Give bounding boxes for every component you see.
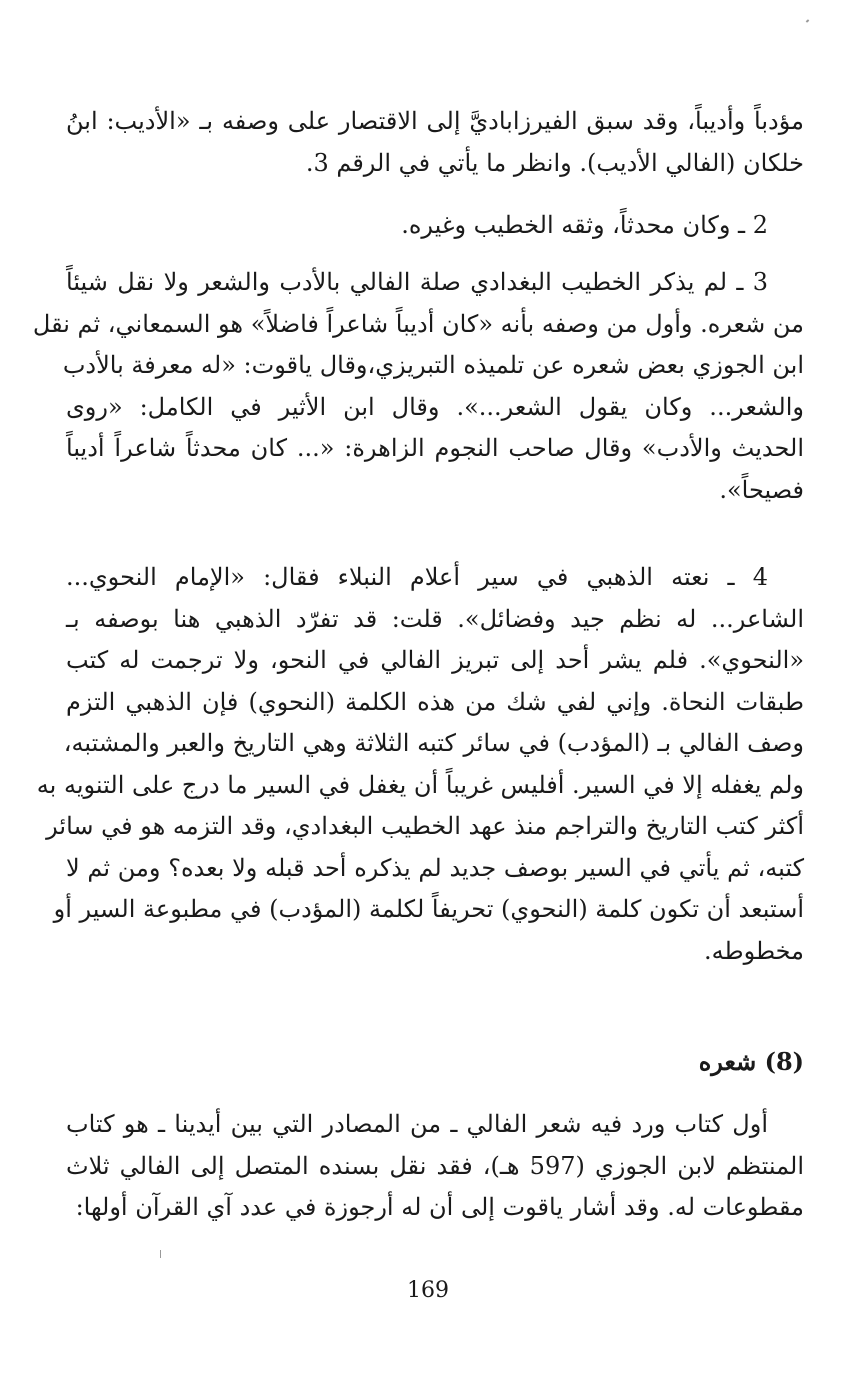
- text-line: وصف الفالي بـ (المؤدب) في سائر كتبه الثلاثة وهي التاريخ والعبر والمشتبه،: [63, 729, 804, 757]
- text-line: الشاعر... له نظم جيد وفضائل». قلت: قد تفرّد الذهبي هنا بوصفه بـ: [66, 604, 804, 633]
- paragraph-5: [66, 1104, 804, 1229]
- text-line: والشعر... وكان يقول الشعر...». وقال ابن الأثير في الكامل: «روى: [66, 392, 804, 421]
- text-line: «النحوي». فلم يشر أحد إلى تبريز الفالي في النحو، ولا ترجمت له كتب: [66, 646, 804, 674]
- paragraph-3: [32, 262, 804, 511]
- text-line: 3 ـ لم يذكر الخطيب البغدادي صلة الفالي بالأدب والشعر ولا نقل شيئاً: [66, 268, 768, 296]
- text-line: 4 ـ نعته الذهبي في سير أعلام النبلاء فقال: «الإمام النحوي...: [66, 563, 768, 591]
- text-line: ابن الجوزي بعض شعره عن تلميذه التبريزي،وقال ياقوت: «له معرفة بالأدب: [62, 351, 804, 379]
- scan-speck: [806, 19, 810, 22]
- text-line: المنتظم لابن الجوزي (597 هـ)، فقد نقل بسنده المتصل إلى الفالي ثلاث: [66, 1151, 805, 1180]
- text-line: 2 ـ وكان محدثاً، وثقه الخطيب وغيره.: [401, 211, 768, 239]
- text-line: فصيحاً».: [719, 475, 804, 504]
- text-line: مخطوطه.: [703, 936, 804, 965]
- section-heading: (8) شعره: [698, 1047, 804, 1076]
- text-line: طبقات النحاة. وإني لفي شك من هذه الكلمة (النحوي) فإن الذهبي التزم: [66, 687, 804, 716]
- text-line: ولم يغفله إلا في السير. أفليس غريباً أن يغفل في السير ما درج على التنويه به: [36, 770, 804, 799]
- page-number: 169: [407, 1278, 449, 1303]
- text-line: أكثر كتب التاريخ والتراجم منذ عهد الخطيب البغدادي، وقد التزمه هو في سائر: [46, 812, 804, 840]
- text-line: الحديث والأدب» وقال صاحب النجوم الزاهرة: «... كان محدثاً شاعراً أديباً: [66, 434, 804, 462]
- paragraph-2: [66, 205, 804, 247]
- paragraph-4: [36, 557, 804, 972]
- text-line: أول كتاب ورد فيه شعر الفالي ـ من المصادر التي بين أيدينا ـ هو كتاب: [66, 1110, 768, 1138]
- text-line: مؤدباً وأديباً، وقد سبق الفيرزاباديَّ إلى الاقتصار على وصفه بـ «الأديب: ابنُ: [66, 107, 804, 135]
- text-line: خلكان (الفالي الأديب). وانظر ما يأتي في الرقم 3.: [305, 148, 804, 177]
- text-line: مقطوعات له. وقد أشار ياقوت إلى أن له أرجوزة في عدد آي القرآن أولها:: [75, 1193, 804, 1221]
- text-line: من شعره. وأول من وصفه بأنه «كان أديباً شاعراً فاضلاً» هو السمعاني، ثم نقل: [32, 309, 804, 338]
- paragraph-1: [66, 101, 804, 184]
- text-line: كتبه، ثم يأتي في السير بوصف جديد لم يذكره أحد قبله ولا بعده؟ ومن ثم لا: [66, 853, 804, 882]
- scan-speck: [160, 1250, 161, 1258]
- text-line: أستبعد أن تكون كلمة (النحوي) تحريفاً لكلمة (المؤدب) في مطبوعة السير أو: [53, 895, 804, 923]
